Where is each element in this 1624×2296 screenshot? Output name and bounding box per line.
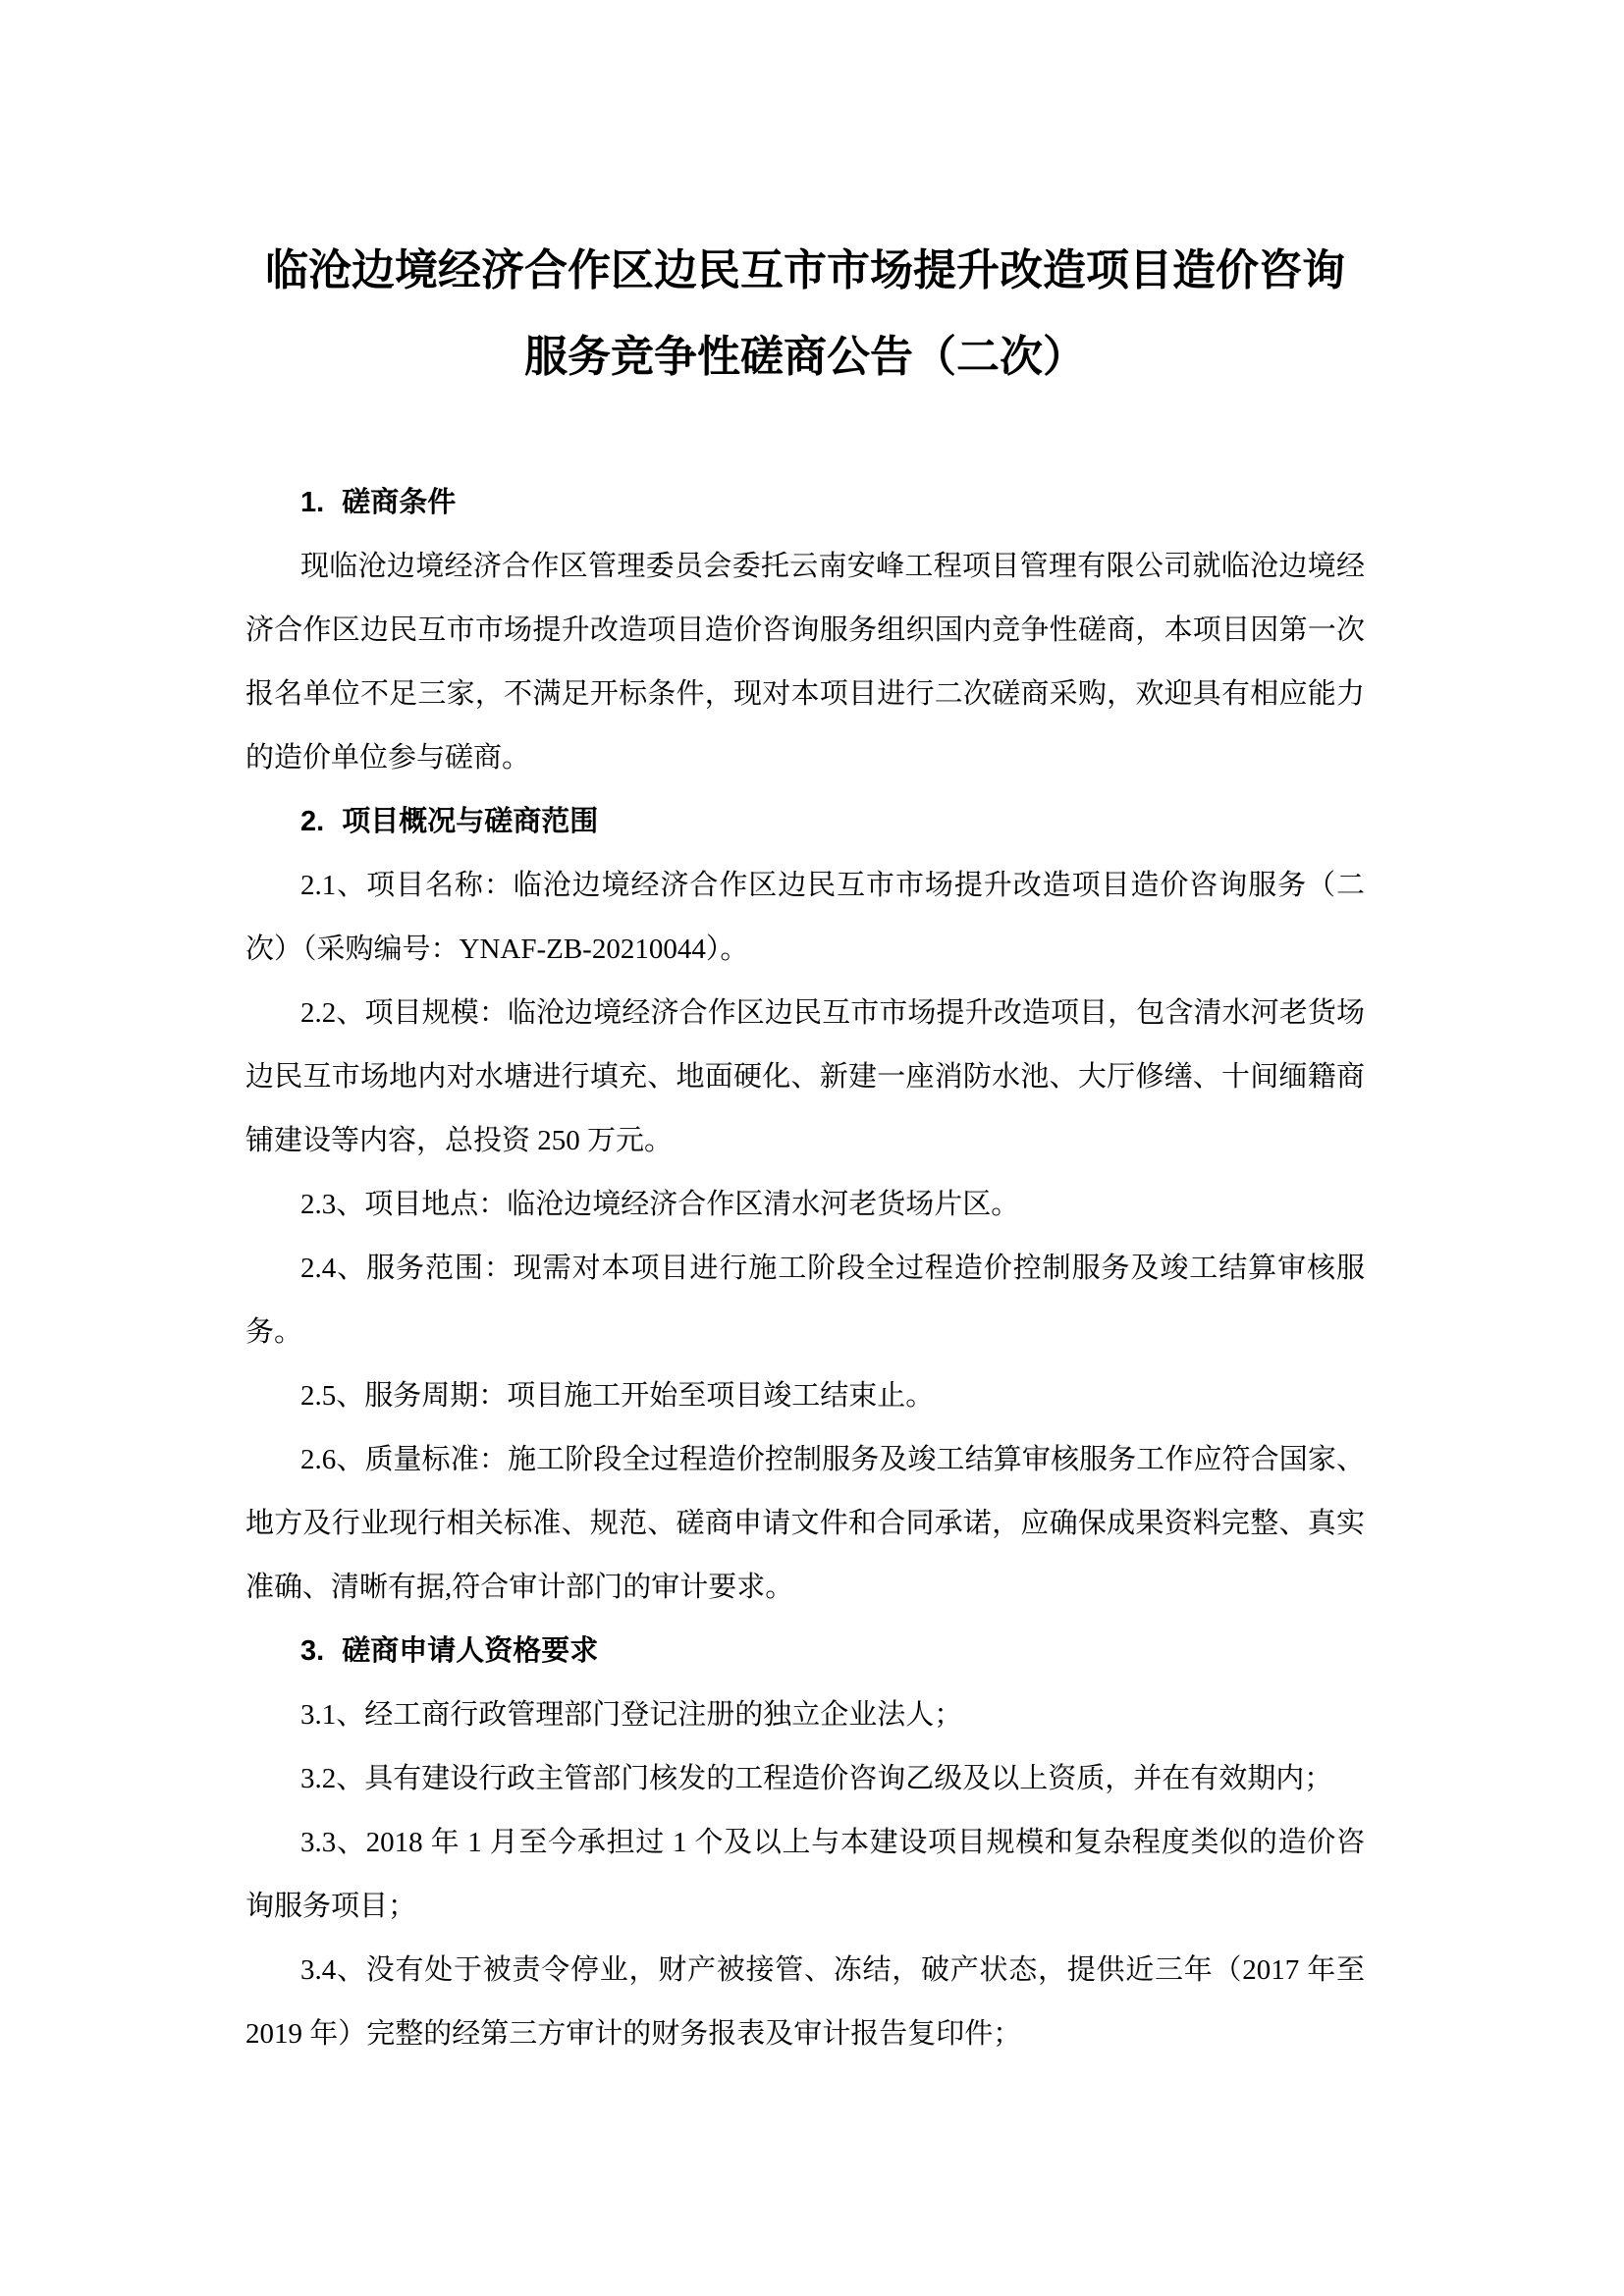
paragraph: 3.4、没有处于被责令停业，财产被接管、冻结，破产状态，提供近三年（2017 年至 2019 年）完整的经第三方审计的财务报表及审计报告复印件； xyxy=(245,1954,1365,2050)
document-title-line-1: 临沧边境经济合作区边民互市市场提升改造项目造价咨询 xyxy=(265,246,1345,294)
paragraph: 2.2、项目规模：临沧边境经济合作区边民互市市场提升改造项目，包含清水河老货场边民互市场地内对水塘进行填充、地面硬化、新建一座消防水池、大厅修缮、十间缅籍商铺建设等内容，总投资 250 万元。 xyxy=(245,997,1365,1156)
section-1-heading xyxy=(245,471,1365,535)
paragraph: 2.1、项目名称：临沧边境经济合作区边民互市市场提升改造项目造价咨询服务（二次）（采购编号：YNAF-ZB-20210044）。 xyxy=(245,870,1365,965)
paragraph: 3.3、2018 年 1 月至今承担过 1 个及以上与本建设项目规模和复杂程度类似的造价咨询服务项目； xyxy=(245,1827,1365,1922)
paragraph: 2.5、服务周期：项目施工开始至项目竣工结束止。 xyxy=(300,1380,935,1412)
document-body xyxy=(245,471,1365,2066)
paragraph: 3.2、具有建设行政主管部门核发的工程造价咨询乙级及以上资质，并在有效期内； xyxy=(300,1763,1333,1794)
section-3-heading-text: 磋商申请人资格要求 xyxy=(342,1635,599,1667)
paragraph: 2.4、服务范围：现需对本项目进行施工阶段全过程造价控制服务及竣工结算审核服务。 xyxy=(245,1253,1365,1348)
section-2-heading xyxy=(245,790,1365,854)
paragraph: 现临沧边境经济合作区管理委员会委托云南安峰工程项目管理有限公司就临沧边境经济合作区边民互市市场提升改造项目造价咨询服务组织国内竞争性磋商，本项目因第一次报名单位不足三家，不满足开标条件，现对本项目进行二次磋商采购，欢迎具有相应能力的造价单位参与磋商。 xyxy=(245,551,1365,774)
section-3-number: 3. xyxy=(300,1635,325,1667)
paragraph: 2.6、质量标准：施工阶段全过程造价控制服务及竣工结算审核服务工作应符合国家、地方及行业现行相关标准、规范、磋商申请文件和合同承诺，应确保成果资料完整、真实准确、清晰有据,符合审计部门的审计要求。 xyxy=(245,1444,1365,1603)
document-title-line-2: 服务竞争性磋商公告（二次） xyxy=(524,333,1086,381)
section-2-heading-text: 项目概况与磋商范围 xyxy=(342,806,599,837)
section-2-number: 2. xyxy=(300,806,325,837)
paragraph: 2.3、项目地点：临沧边境经济合作区清水河老货场片区。 xyxy=(300,1189,1020,1220)
section-1-number: 1. xyxy=(300,487,325,518)
section-1-heading-text: 磋商条件 xyxy=(342,487,457,518)
document-title xyxy=(245,228,1365,400)
section-3-heading xyxy=(245,1620,1365,1683)
paragraph: 3.1、经工商行政管理部门登记注册的独立企业法人； xyxy=(300,1699,963,1731)
